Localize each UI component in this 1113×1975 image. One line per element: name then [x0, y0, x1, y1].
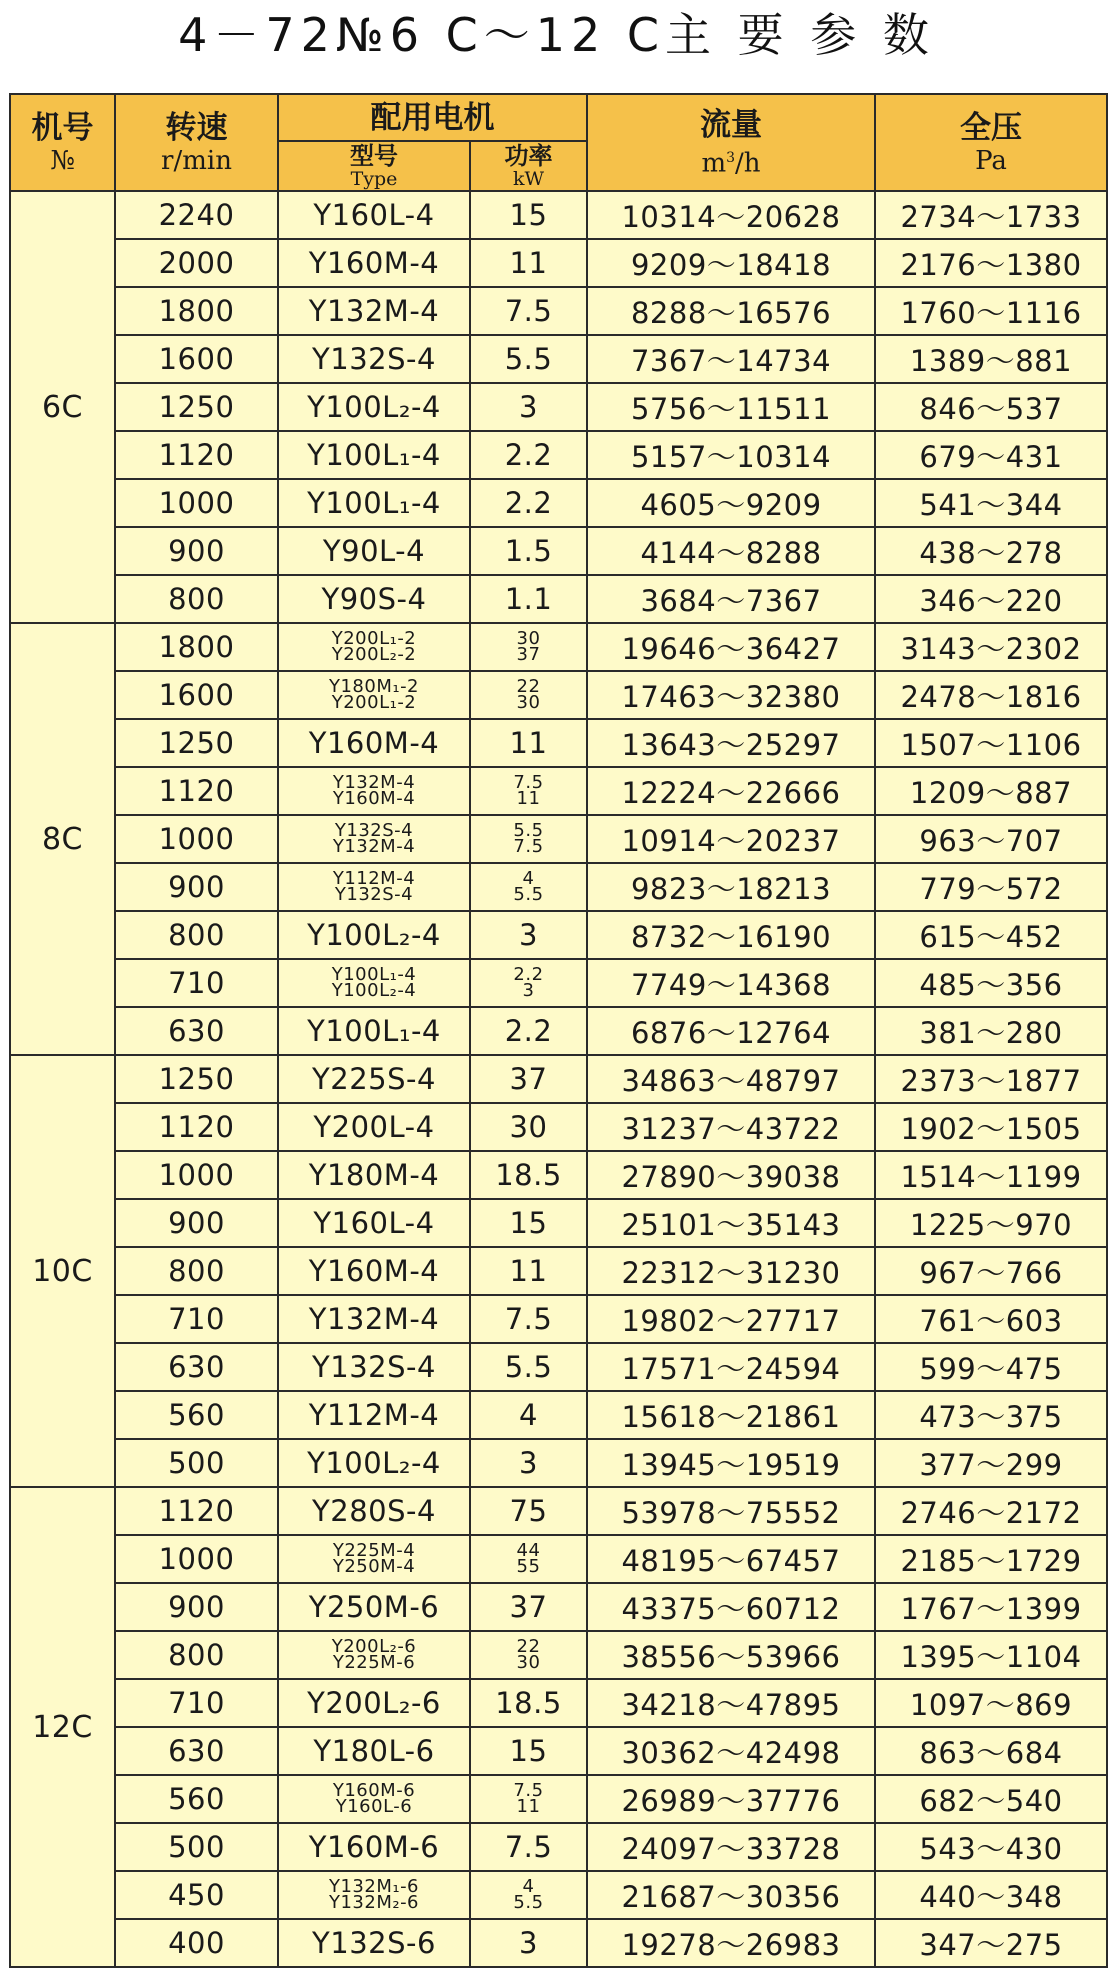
speed-cell: 1000 — [115, 1535, 278, 1583]
model-cell: 8C — [10, 623, 115, 1055]
speed-cell: 2240 — [115, 191, 278, 239]
motor-type-line: Y132M-4 — [332, 836, 416, 857]
pressure-cell: 779～572 — [875, 863, 1107, 911]
flow-cell: 17463～32380 — [587, 671, 875, 719]
table-row — [10, 1103, 1107, 1151]
pressure-cell: 1514～1199 — [875, 1151, 1107, 1199]
motor-type-cell — [278, 767, 470, 815]
flow-cell: 22312～31230 — [587, 1247, 875, 1295]
header-flow-cn: 流量 — [700, 106, 762, 143]
flow-cell: 7367～14734 — [587, 335, 875, 383]
motor-type-line: Y160L-6 — [335, 1796, 413, 1817]
motor-power-cell: 3 — [470, 1919, 587, 1967]
flow-cell: 12224～22666 — [587, 767, 875, 815]
motor-power-line: 5.5 — [513, 820, 544, 841]
flow-cell: 17571～24594 — [587, 1343, 875, 1391]
motor-type-cell — [278, 1871, 470, 1919]
table-row — [10, 191, 1107, 239]
motor-power-line: 11 — [516, 1796, 541, 1817]
flow-cell: 38556～53966 — [587, 1631, 875, 1679]
motor-type-cell: Y180M-4 — [278, 1151, 470, 1199]
motor-power-cell — [470, 1535, 587, 1583]
pressure-cell: 967～766 — [875, 1247, 1107, 1295]
motor-type-line: Y200L₂-2 — [331, 644, 417, 665]
pressure-cell: 599～475 — [875, 1343, 1107, 1391]
speed-cell: 630 — [115, 1727, 278, 1775]
pressure-cell: 1760～1116 — [875, 287, 1107, 335]
page-title: 4－72№6 C～12 C主 要 参 数 — [178, 8, 935, 62]
motor-power-cell — [470, 671, 587, 719]
motor-power-cell: 2.2 — [470, 1007, 587, 1055]
motor-type-cell: Y160M-6 — [278, 1823, 470, 1871]
table-row — [10, 767, 1107, 815]
pressure-cell: 543～430 — [875, 1823, 1107, 1871]
pressure-cell: 377～299 — [875, 1439, 1107, 1487]
table-row — [10, 1679, 1107, 1727]
motor-type-cell: Y100L₂-4 — [278, 383, 470, 431]
table-row — [10, 1487, 1107, 1535]
motor-type-cell: Y200L-4 — [278, 1103, 470, 1151]
motor-type-line: Y250M-4 — [332, 1556, 416, 1577]
speed-cell: 900 — [115, 1199, 278, 1247]
table-row — [10, 1919, 1107, 1967]
flow-cell: 21687～30356 — [587, 1871, 875, 1919]
table-row — [10, 719, 1107, 767]
header-power-cn: 功率 — [504, 142, 553, 170]
speed-cell: 900 — [115, 527, 278, 575]
flow-cell: 10314～20628 — [587, 191, 875, 239]
motor-power-line: 30 — [516, 628, 541, 649]
speed-cell: 450 — [115, 1871, 278, 1919]
motor-power-cell: 3 — [470, 383, 587, 431]
table-row — [10, 1823, 1107, 1871]
motor-power-cell: 75 — [470, 1487, 587, 1535]
motor-type-cell — [278, 815, 470, 863]
motor-type-cell: Y160L-4 — [278, 1199, 470, 1247]
pressure-cell: 1225～970 — [875, 1199, 1107, 1247]
motor-power-cell — [470, 1775, 587, 1823]
pressure-cell: 1097～869 — [875, 1679, 1107, 1727]
table-row — [10, 1631, 1107, 1679]
header-flow-unit — [588, 143, 874, 179]
flow-cell: 26989～37776 — [587, 1775, 875, 1823]
flow-cell: 5157～10314 — [587, 431, 875, 479]
motor-type-cell: Y132S-4 — [278, 1343, 470, 1391]
motor-type-cell: Y160M-4 — [278, 239, 470, 287]
speed-cell: 1800 — [115, 623, 278, 671]
motor-power-line: 3 — [522, 980, 535, 1001]
speed-cell: 1000 — [115, 479, 278, 527]
flow-cell: 53978～75552 — [587, 1487, 875, 1535]
pressure-cell: 473～375 — [875, 1391, 1107, 1439]
pressure-cell: 1389～881 — [875, 335, 1107, 383]
pressure-cell: 1507～1106 — [875, 719, 1107, 767]
motor-power-line: 4 — [522, 1876, 535, 1897]
motor-type-cell: Y132S-6 — [278, 1919, 470, 1967]
speed-cell: 560 — [115, 1391, 278, 1439]
speed-cell: 400 — [115, 1919, 278, 1967]
flow-cell: 19802～27717 — [587, 1295, 875, 1343]
header-speed — [115, 94, 278, 191]
table-row — [10, 671, 1107, 719]
motor-type-cell — [278, 1535, 470, 1583]
flow-cell: 8732～16190 — [587, 911, 875, 959]
header-type-en: Type — [350, 168, 398, 190]
flow-cell: 24097～33728 — [587, 1823, 875, 1871]
motor-type-cell — [278, 1775, 470, 1823]
speed-cell: 1120 — [115, 767, 278, 815]
model-cell: 12C — [10, 1487, 115, 1967]
model-cell: 6C — [10, 191, 115, 623]
motor-type-line: Y160M-4 — [332, 788, 416, 809]
motor-power-cell: 3 — [470, 1439, 587, 1487]
pressure-cell: 1209～887 — [875, 767, 1107, 815]
flow-cell: 7749～14368 — [587, 959, 875, 1007]
motor-power-cell: 15 — [470, 1727, 587, 1775]
motor-power-cell: 4 — [470, 1391, 587, 1439]
pressure-cell: 2734～1733 — [875, 191, 1107, 239]
speed-cell: 1120 — [115, 1103, 278, 1151]
motor-power-cell: 15 — [470, 1199, 587, 1247]
table-header — [10, 94, 1107, 191]
header-flow-unit-tail: /h — [735, 148, 761, 179]
header-model-en: № — [50, 145, 75, 176]
speed-cell: 1000 — [115, 815, 278, 863]
motor-type-cell — [278, 623, 470, 671]
flow-cell: 15618～21861 — [587, 1391, 875, 1439]
motor-power-cell: 2.2 — [470, 479, 587, 527]
motor-type-line: Y132S-4 — [334, 820, 414, 841]
table-row — [10, 863, 1107, 911]
motor-type-cell: Y280S-4 — [278, 1487, 470, 1535]
motor-type-line: Y132M₁-6 — [328, 1876, 420, 1897]
motor-power-cell: 15 — [470, 191, 587, 239]
motor-type-cell: Y112M-4 — [278, 1391, 470, 1439]
motor-power-line: 5.5 — [513, 884, 544, 905]
motor-power-line: 5.5 — [513, 1892, 544, 1913]
motor-type-line: Y132M-4 — [332, 772, 416, 793]
motor-type-cell: Y132M-4 — [278, 287, 470, 335]
motor-type-cell — [278, 671, 470, 719]
speed-cell: 630 — [115, 1007, 278, 1055]
speed-cell: 1600 — [115, 671, 278, 719]
motor-power-cell: 3 — [470, 911, 587, 959]
motor-power-cell: 7.5 — [470, 1823, 587, 1871]
table-row — [10, 383, 1107, 431]
header-flow — [587, 94, 875, 191]
motor-type-cell: Y100L₁-4 — [278, 479, 470, 527]
motor-power-line: 7.5 — [513, 1780, 544, 1801]
pressure-cell: 2373～1877 — [875, 1055, 1107, 1103]
motor-type-line: Y200L₁-2 — [331, 628, 417, 649]
motor-type-cell — [278, 959, 470, 1007]
motor-type-line: Y112M-4 — [332, 868, 416, 889]
motor-power-cell — [470, 1871, 587, 1919]
speed-cell: 1250 — [115, 1055, 278, 1103]
table-row — [10, 1439, 1107, 1487]
header-power-en: kW — [512, 168, 545, 190]
motor-type-line: Y100L₁-4 — [331, 964, 417, 985]
flow-cell: 9823～18213 — [587, 863, 875, 911]
header-motor-cn: 配用电机 — [370, 99, 495, 136]
motor-type-cell: Y180L-6 — [278, 1727, 470, 1775]
table-row — [10, 527, 1107, 575]
flow-cell: 4144～8288 — [587, 527, 875, 575]
table-row — [10, 335, 1107, 383]
pressure-cell: 1767～1399 — [875, 1583, 1107, 1631]
motor-type-cell: Y100L₂-4 — [278, 911, 470, 959]
table-row — [10, 1727, 1107, 1775]
motor-power-cell: 1.1 — [470, 575, 587, 623]
speed-cell: 560 — [115, 1775, 278, 1823]
speed-cell: 800 — [115, 575, 278, 623]
pressure-cell: 485～356 — [875, 959, 1107, 1007]
flow-cell: 5756～11511 — [587, 383, 875, 431]
table-row — [10, 431, 1107, 479]
motor-type-cell: Y100L₁-4 — [278, 1007, 470, 1055]
speed-cell: 710 — [115, 959, 278, 1007]
table-row — [10, 1535, 1107, 1583]
model-cell: 10C — [10, 1055, 115, 1487]
motor-power-line: 30 — [516, 692, 541, 713]
flow-cell: 19278～26983 — [587, 1919, 875, 1967]
table-row — [10, 1007, 1107, 1055]
motor-power-cell: 37 — [470, 1583, 587, 1631]
motor-power-line: 30 — [516, 1652, 541, 1673]
motor-power-line: 4 — [522, 868, 535, 889]
flow-cell: 19646～36427 — [587, 623, 875, 671]
motor-power-cell: 1.5 — [470, 527, 587, 575]
pressure-cell: 440～348 — [875, 1871, 1107, 1919]
speed-cell: 710 — [115, 1295, 278, 1343]
motor-power-cell: 7.5 — [470, 287, 587, 335]
speed-cell: 1800 — [115, 287, 278, 335]
speed-cell: 900 — [115, 863, 278, 911]
motor-power-line: 37 — [516, 644, 541, 665]
pressure-cell: 3143～2302 — [875, 623, 1107, 671]
motor-type-cell: Y200L₂-6 — [278, 1679, 470, 1727]
flow-cell: 10914～20237 — [587, 815, 875, 863]
flow-cell: 30362～42498 — [587, 1727, 875, 1775]
table-body — [10, 191, 1107, 1967]
motor-power-cell — [470, 1631, 587, 1679]
motor-type-line: Y100L₂-4 — [331, 980, 417, 1001]
speed-cell: 800 — [115, 1247, 278, 1295]
table-row — [10, 1055, 1107, 1103]
pressure-cell: 2185～1729 — [875, 1535, 1107, 1583]
table-row — [10, 623, 1107, 671]
parameters-table — [9, 93, 1108, 1968]
motor-type-cell: Y132M-4 — [278, 1295, 470, 1343]
motor-power-cell — [470, 959, 587, 1007]
speed-cell: 710 — [115, 1679, 278, 1727]
flow-cell: 34863～48797 — [587, 1055, 875, 1103]
header-speed-cn: 转速 — [165, 109, 228, 146]
motor-power-cell: 7.5 — [470, 1295, 587, 1343]
pressure-cell: 1902～1505 — [875, 1103, 1107, 1151]
table-row — [10, 959, 1107, 1007]
pressure-cell: 615～452 — [875, 911, 1107, 959]
motor-power-line: 22 — [516, 676, 541, 697]
motor-type-cell: Y225S-4 — [278, 1055, 470, 1103]
motor-power-line: 7.5 — [513, 772, 544, 793]
motor-power-cell: 30 — [470, 1103, 587, 1151]
table-row — [10, 1151, 1107, 1199]
speed-cell: 500 — [115, 1823, 278, 1871]
speed-cell: 800 — [115, 911, 278, 959]
motor-type-cell — [278, 863, 470, 911]
header-flow-unit-base: m — [701, 148, 727, 179]
pressure-cell: 346～220 — [875, 575, 1107, 623]
table-row — [10, 1199, 1107, 1247]
header-motor — [278, 94, 587, 141]
motor-power-line: 55 — [516, 1556, 541, 1577]
flow-cell: 6876～12764 — [587, 1007, 875, 1055]
motor-type-line: Y132M₂-6 — [328, 1892, 420, 1913]
speed-cell: 2000 — [115, 239, 278, 287]
motor-type-cell: Y132S-4 — [278, 335, 470, 383]
table-row — [10, 1295, 1107, 1343]
motor-power-cell: 5.5 — [470, 1343, 587, 1391]
table-row — [10, 1247, 1107, 1295]
motor-power-cell: 2.2 — [470, 431, 587, 479]
motor-power-cell — [470, 863, 587, 911]
motor-type-line: Y225M-6 — [332, 1652, 416, 1673]
speed-cell: 800 — [115, 1631, 278, 1679]
header-pressure — [875, 94, 1107, 191]
motor-power-line: 11 — [516, 788, 541, 809]
pressure-cell: 541～344 — [875, 479, 1107, 527]
speed-cell: 1000 — [115, 1151, 278, 1199]
flow-cell: 34218～47895 — [587, 1679, 875, 1727]
motor-power-cell — [470, 815, 587, 863]
header-speed-en: r/min — [161, 145, 232, 176]
flow-cell: 3684～7367 — [587, 575, 875, 623]
speed-cell: 1250 — [115, 383, 278, 431]
motor-power-cell: 18.5 — [470, 1679, 587, 1727]
table-row — [10, 1343, 1107, 1391]
motor-power-line: 22 — [516, 1636, 541, 1657]
motor-power-cell — [470, 767, 587, 815]
motor-type-cell: Y160L-4 — [278, 191, 470, 239]
motor-type-cell: Y250M-6 — [278, 1583, 470, 1631]
motor-power-line: 44 — [516, 1540, 541, 1561]
motor-power-cell: 11 — [470, 1247, 587, 1295]
table-row — [10, 815, 1107, 863]
table-row — [10, 1775, 1107, 1823]
pressure-cell: 2746～2172 — [875, 1487, 1107, 1535]
motor-type-cell: Y100L₁-4 — [278, 431, 470, 479]
table-row — [10, 287, 1107, 335]
flow-cell: 25101～35143 — [587, 1199, 875, 1247]
motor-type-cell: Y100L₂-4 — [278, 1439, 470, 1487]
motor-type-line: Y225M-4 — [332, 1540, 416, 1561]
speed-cell: 500 — [115, 1439, 278, 1487]
pressure-cell: 2478～1816 — [875, 671, 1107, 719]
motor-type-line: Y200L₂-6 — [331, 1636, 417, 1657]
motor-type-cell: Y90S-4 — [278, 575, 470, 623]
header-pressure-cn: 全压 — [960, 109, 1022, 146]
pressure-cell: 1395～1104 — [875, 1631, 1107, 1679]
header-flow-unit-sup: 3 — [726, 149, 736, 166]
flow-cell: 8288～16576 — [587, 287, 875, 335]
table-row — [10, 1391, 1107, 1439]
flow-cell: 13643～25297 — [587, 719, 875, 767]
motor-type-line: Y200L₁-2 — [331, 692, 417, 713]
header-model — [10, 94, 115, 191]
motor-type-line: Y180M₁-2 — [328, 676, 420, 697]
flow-cell: 31237～43722 — [587, 1103, 875, 1151]
table-row — [10, 1871, 1107, 1919]
motor-type-cell: Y160M-4 — [278, 719, 470, 767]
speed-cell: 1120 — [115, 1487, 278, 1535]
pressure-cell: 863～684 — [875, 1727, 1107, 1775]
motor-power-line: 2.2 — [513, 964, 544, 985]
table-row — [10, 1583, 1107, 1631]
motor-power-cell: 18.5 — [470, 1151, 587, 1199]
table-row — [10, 575, 1107, 623]
speed-cell: 1250 — [115, 719, 278, 767]
header-power — [470, 141, 587, 191]
table-row — [10, 911, 1107, 959]
motor-type-line: Y160M-6 — [332, 1780, 416, 1801]
motor-power-cell: 11 — [470, 719, 587, 767]
flow-cell: 43375～60712 — [587, 1583, 875, 1631]
header-type-cn: 型号 — [350, 142, 398, 170]
pressure-cell: 682～540 — [875, 1775, 1107, 1823]
table-row — [10, 239, 1107, 287]
flow-cell: 48195～67457 — [587, 1535, 875, 1583]
motor-type-cell — [278, 1631, 470, 1679]
header-model-cn: 机号 — [31, 109, 94, 146]
pressure-cell: 2176～1380 — [875, 239, 1107, 287]
pressure-cell: 963～707 — [875, 815, 1107, 863]
pressure-cell: 347～275 — [875, 1919, 1107, 1967]
speed-cell: 630 — [115, 1343, 278, 1391]
header-type — [278, 141, 470, 191]
pressure-cell: 438～278 — [875, 527, 1107, 575]
motor-power-cell — [470, 623, 587, 671]
motor-type-cell: Y90L-4 — [278, 527, 470, 575]
motor-power-cell: 11 — [470, 239, 587, 287]
speed-cell: 1120 — [115, 431, 278, 479]
motor-type-cell: Y160M-4 — [278, 1247, 470, 1295]
pressure-cell: 761～603 — [875, 1295, 1107, 1343]
pressure-cell: 846～537 — [875, 383, 1107, 431]
motor-power-cell: 5.5 — [470, 335, 587, 383]
pressure-cell: 381～280 — [875, 1007, 1107, 1055]
motor-type-line: Y132S-4 — [334, 884, 414, 905]
flow-cell: 13945～19519 — [587, 1439, 875, 1487]
table-row — [10, 479, 1107, 527]
flow-cell: 27890～39038 — [587, 1151, 875, 1199]
pressure-cell: 679～431 — [875, 431, 1107, 479]
speed-cell: 900 — [115, 1583, 278, 1631]
flow-cell: 4605～9209 — [587, 479, 875, 527]
header-pressure-en: Pa — [975, 145, 1007, 176]
flow-cell: 9209～18418 — [587, 239, 875, 287]
motor-power-line: 7.5 — [513, 836, 544, 857]
motor-power-cell: 37 — [470, 1055, 587, 1103]
speed-cell: 1600 — [115, 335, 278, 383]
